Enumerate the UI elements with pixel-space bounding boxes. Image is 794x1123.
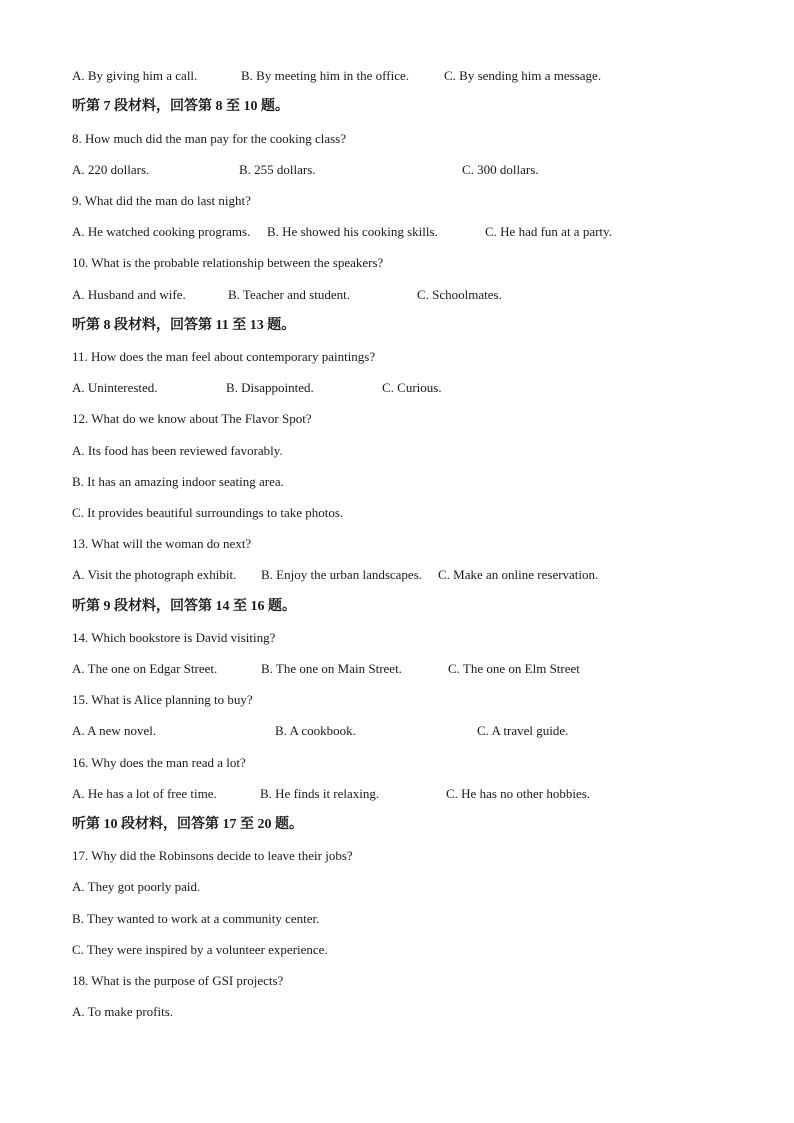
option-c: C. By sending him a message.: [444, 68, 602, 83]
option-17a: A. They got poorly paid.: [72, 879, 201, 894]
option-b: B. He finds it relaxing.: [260, 786, 380, 801]
option-17b: B. They wanted to work at a community center.: [72, 911, 320, 926]
question-12: 12. What do we know about The Flavor Spot?: [72, 411, 312, 426]
option-a: A. Visit the photograph exhibit.: [72, 567, 237, 582]
option-c: C. The one on Elm Street: [448, 661, 580, 676]
option-a: A. Husband and wife.: [72, 287, 186, 302]
question-8: 8. How much did the man pay for the cooking class?: [72, 131, 347, 146]
section-heading-9: 听第 9 段材料，回答第 14 至 16 题。: [72, 599, 296, 614]
option-12b: B. It has an amazing indoor seating area.: [72, 474, 284, 489]
question-10: 10. What is the probable relationship between the speakers?: [72, 255, 384, 270]
section-heading-8: 听第 8 段材料，回答第 11 至 13 题。: [72, 318, 296, 333]
option-b: B. Teacher and student.: [228, 287, 350, 302]
option-c: C. Make an online reservation.: [438, 567, 599, 582]
option-b: B. Enjoy the urban landscapes.: [261, 567, 423, 582]
question-14: 14. Which bookstore is David visiting?: [72, 630, 276, 645]
option-b: B. A cookbook.: [275, 723, 356, 738]
option-b: B. He showed his cooking skills.: [267, 224, 438, 239]
option-12a: A. Its food has been reviewed favorably.: [72, 443, 283, 458]
question-15: 15. What is Alice planning to buy?: [72, 692, 253, 707]
question-18: 18. What is the purpose of GSI projects?: [72, 973, 284, 988]
option-a: A. He watched cooking programs.: [72, 224, 251, 239]
option-b: B. 255 dollars.: [239, 162, 316, 177]
section-heading-7: 听第 7 段材料，回答第 8 至 10 题。: [72, 99, 289, 114]
option-a: A. A new novel.: [72, 723, 157, 738]
option-17c: C. They were inspired by a volunteer experience.: [72, 942, 328, 957]
option-c: C. He had fun at a party.: [485, 224, 612, 239]
option-a: A. By giving him a call.: [72, 68, 198, 83]
question-13: 13. What will the woman do next?: [72, 536, 252, 551]
option-b: B. By meeting him in the office.: [241, 68, 410, 83]
option-a: A. Uninterested.: [72, 380, 158, 395]
option-b: B. The one on Main Street.: [261, 661, 402, 676]
question-17: 17. Why did the Robinsons decide to leave their jobs?: [72, 848, 353, 863]
option-b: B. Disappointed.: [226, 380, 314, 395]
option-c: C. Curious.: [382, 380, 442, 395]
option-a: A. He has a lot of free time.: [72, 786, 217, 801]
option-c: C. Schoolmates.: [417, 287, 502, 302]
option-a: A. 220 dollars.: [72, 162, 150, 177]
question-9: 9. What did the man do last night?: [72, 193, 251, 208]
option-c: C. A travel guide.: [477, 723, 569, 738]
option-18a: A. To make profits.: [72, 1004, 174, 1019]
option-c: C. 300 dollars.: [462, 162, 539, 177]
option-a: A. The one on Edgar Street.: [72, 661, 218, 676]
option-12c: C. It provides beautiful surroundings to take photos.: [72, 505, 344, 520]
option-c: C. He has no other hobbies.: [446, 786, 591, 801]
section-heading-10: 听第 10 段材料，回答第 17 至 20 题。: [72, 817, 303, 832]
question-16: 16. Why does the man read a lot?: [72, 755, 246, 770]
question-11: 11. How does the man feel about contemporary paintings?: [72, 349, 376, 364]
